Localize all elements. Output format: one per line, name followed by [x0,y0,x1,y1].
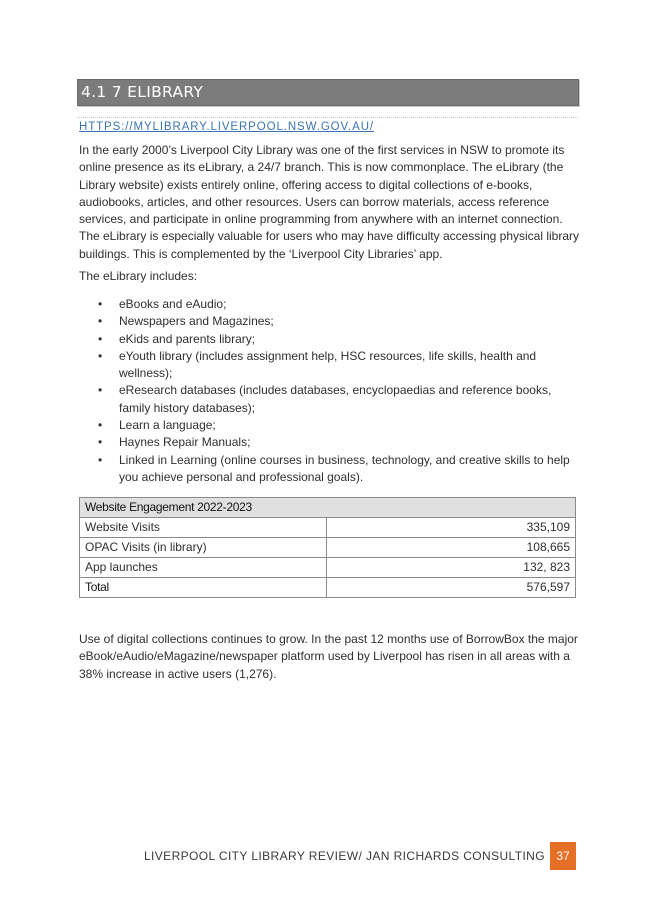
row-label: Website Visits [80,518,327,538]
table-title: Website Engagement 2022-2023 [80,498,576,518]
website-engagement-table [79,497,576,598]
intro-paragraph: In the early 2000’s Liverpool City Library was one of the first services in NSW to promote its online presence as its eLibrary, a 24/7 branch. This is now commonplace. The eLibrary (the Library website) exists entirely online, offering access to digital collections of e-books, audiobooks, articles, and other resources. Users can borrow materials, access reference services, and participate in online programming from anywhere with an internet connection. The eLibrary is especially valuable for users who may have difficulty accessing physical library buildings. This is complemented by the ‘Liverpool City Libraries’ app. [79,143,580,261]
closing-paragraph: Use of digital collections continues to grow. In the past 12 months use of BorrowBox the major eBook/eAudio/eMagazine/newspaper platform used by Liverpool has risen in all areas with a 38% increase in active users (1,276). [79,632,578,681]
list-item: • Newspapers and Magazines; [79,313,579,330]
table-header-row [80,498,576,518]
row-value: 335,109 [327,518,576,538]
table-row [80,558,576,578]
row-value: 132, 823 [327,558,576,578]
total-value: 576,597 [327,578,576,598]
row-label: App launches [80,558,327,578]
section-heading: 4.1 7 ELIBRARY [81,83,204,101]
page-number-badge: 37 [550,842,576,870]
list-item: • eKids and parents library; [79,331,579,348]
elibrary-url-link[interactable]: HTTPS://MYLIBRARY.LIVERPOOL.NSW.GOV.AU/ [79,121,374,133]
list-intro: The eLibrary includes: [79,269,198,283]
list-item: • eBooks and eAudio; [79,296,579,313]
row-value: 108,665 [327,538,576,558]
footer-title: LIVERPOOL CITY LIBRARY REVIEW/ JAN RICHARDS CONSULTING [143,849,545,863]
table-row [80,538,576,558]
row-label: OPAC Visits (in library) [80,538,327,558]
section-heading-bar [77,79,579,106]
table-row [80,518,576,538]
table-total-row [80,578,576,598]
list-item: • Linked in Learning (online courses in business, technology, and creative skills to help you achieve personal and professional goals). [79,452,579,487]
heading-divider [77,117,578,118]
list-item: • eYouth library (includes assignment help, HSC resources, life skills, health and wellness); [79,348,579,383]
total-label: Total [80,578,327,598]
list-item: • Learn a language; [79,417,579,434]
list-item: • eResearch databases (includes databases, encyclopaedias and reference books, family history databases); [79,382,579,417]
elibrary-items-list [79,296,579,486]
list-item: • Haynes Repair Manuals; [79,434,579,451]
